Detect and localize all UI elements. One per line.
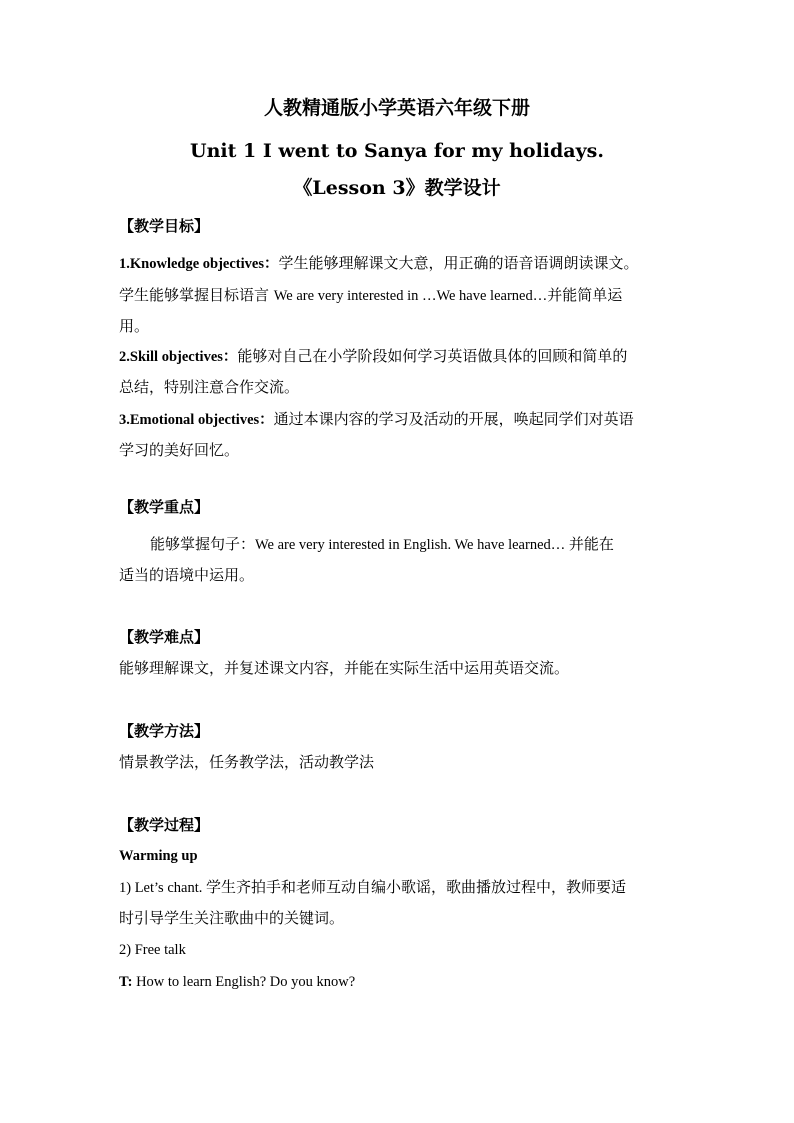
section-heading-objectives: 【教学目标】 [119, 217, 210, 235]
teacher-text: How to learn English? Do you know? [132, 974, 356, 990]
emotional-objective-line-2: 学习的美好回忆。 [119, 441, 240, 459]
emotional-objective-label: 3.Emotional objectives： [119, 412, 274, 428]
lesson-title: 《Lesson 3》教学设计 [293, 177, 501, 199]
teacher-label: T: [119, 974, 133, 990]
knowledge-objective-text-2b: We are very interested in …We have learned… [273, 288, 548, 304]
difficulties-text: 能够理解课文，并复述课文内容，并能在实际生活中运用英语交流。 [119, 659, 570, 677]
doc-title: 人教精通版小学英语六年级下册 [263, 97, 530, 119]
emotional-objective-line-1 [119, 409, 634, 430]
process-step-1-line-1 [119, 877, 626, 898]
skill-objective-line-2: 总结，特别注意合作交流。 [119, 378, 300, 396]
emotional-objective-text-1: 通过本课内容的学习及活动的开展，唤起同学们对英语 [273, 410, 634, 428]
methods-text: 情景教学法，任务教学法，活动教学法 [119, 753, 375, 771]
skill-objective-label: 2.Skill objectives： [119, 349, 238, 365]
skill-objective-line-1 [119, 346, 627, 367]
knowledge-objective-line-2 [119, 285, 622, 306]
section-heading-key-points: 【教学重点】 [119, 498, 210, 516]
knowledge-objective-line-1 [119, 253, 639, 274]
key-points-line-1 [150, 534, 614, 555]
unit-title: Unit 1 I went to Sanya for my holidays. [190, 140, 604, 162]
key-points-text-1c: 并能在 [568, 535, 614, 553]
knowledge-objective-label: 1.Knowledge objectives： [119, 256, 279, 272]
key-points-line-2: 适当的语境中运用。 [119, 566, 255, 584]
knowledge-objective-text-2a: 学生能够掌握目标语言 [119, 286, 274, 304]
process-step-1-label: 1) Let’s chant. [119, 880, 206, 896]
key-points-text-1b: We are very interested in English. We have learned… [255, 537, 569, 553]
knowledge-objective-text-2c: 并能简单运 [547, 286, 623, 304]
warming-up-heading: Warming up [119, 848, 198, 864]
section-heading-difficulties: 【教学难点】 [119, 628, 210, 646]
process-step-1-line-2: 时引导学生关注歌曲中的关键词。 [119, 909, 345, 927]
skill-objective-text-1: 能够对自己在小学阶段如何学习英语做具体的回顾和简单的 [237, 347, 628, 365]
process-step-2: 2) Free talk [119, 942, 186, 958]
knowledge-objective-text-1: 学生能够理解课文大意，用正确的语音语调朗读课文。 [278, 254, 639, 272]
key-points-text-1a: 能够掌握句子： [150, 535, 256, 553]
process-step-1-text: 学生齐拍手和老师互动自编小歌谣，歌曲播放过程中，教师要适 [205, 878, 626, 896]
teacher-line [119, 971, 355, 992]
section-heading-methods: 【教学方法】 [119, 722, 210, 740]
section-heading-process: 【教学过程】 [119, 816, 210, 834]
knowledge-objective-line-3: 用。 [119, 317, 150, 335]
